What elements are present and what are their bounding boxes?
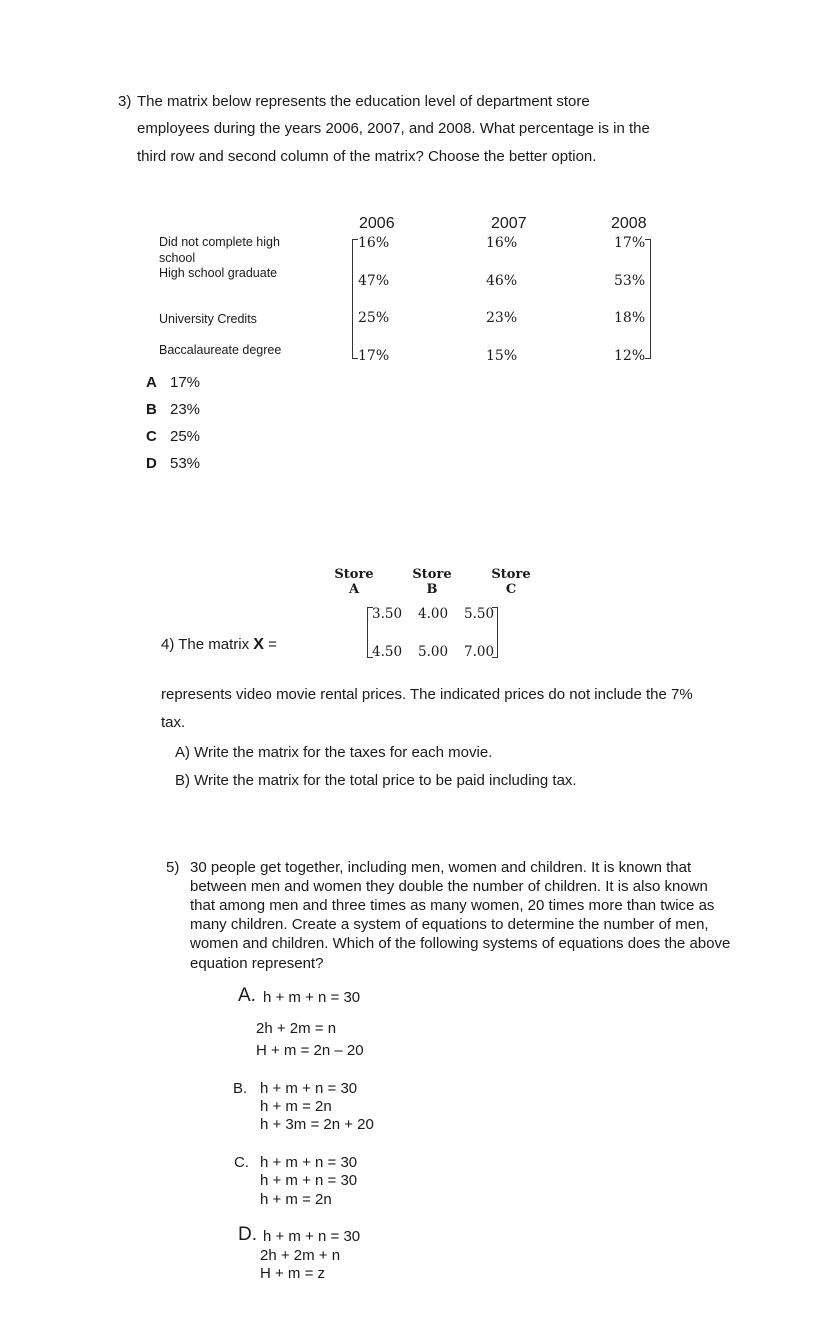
q3-number: 3) bbox=[118, 93, 132, 110]
store-b-header bbox=[402, 567, 462, 597]
q4-text-line2: tax. bbox=[161, 714, 186, 731]
q3-option-a-text: 17% bbox=[170, 374, 201, 391]
store-a-header-bottom: A bbox=[348, 582, 360, 597]
q4-text-line1: represents video movie rental prices. The indicated prices do not include the 7% bbox=[161, 686, 693, 703]
q5-option-b-eq2: h + m = 2n bbox=[260, 1098, 332, 1115]
matrix-x-cell: 4.50 bbox=[372, 644, 403, 660]
matrix-x-cell: 3.50 bbox=[372, 606, 403, 622]
q3-option-c-letter: C bbox=[146, 428, 157, 445]
q5-option-b-eq3: h + 3m = 2n + 20 bbox=[260, 1116, 374, 1133]
matrix-cell: 16% bbox=[358, 235, 390, 251]
matrix-cell: 18% bbox=[614, 310, 646, 326]
q5-option-c-eq2: h + m + n = 30 bbox=[260, 1172, 358, 1189]
q5-text-line: 30 people get together, including men, women and children. It is known that bbox=[190, 859, 692, 876]
q5-text-line: many children. Create a system of equations to determine the number of men, bbox=[190, 916, 709, 933]
q5-number: 5) bbox=[166, 859, 180, 876]
q3-text-line3: third row and second column of the matrix? Choose the better option. bbox=[137, 148, 597, 165]
q5-option-c-letter: C. bbox=[234, 1154, 249, 1171]
q3-option-b-text: 23% bbox=[170, 401, 201, 418]
q4-part-b: B) Write the matrix for the total price to be paid including tax. bbox=[175, 772, 577, 789]
matrix-x-cell: 7.00 bbox=[464, 644, 495, 660]
q4-label-prefix: 4) The matrix bbox=[161, 636, 254, 653]
matrix-x-cell: 5.50 bbox=[464, 606, 495, 622]
q3-option-b-letter: B bbox=[146, 401, 157, 418]
q3-text-line1: The matrix below represents the education level of department store bbox=[137, 93, 590, 110]
q5-option-b-eq1: h + m + n = 30 bbox=[260, 1080, 358, 1097]
matrix-x-cell: 4.00 bbox=[418, 606, 449, 622]
matrix-cell: 46% bbox=[486, 273, 518, 289]
matrix-cell: 17% bbox=[614, 235, 646, 251]
row-label-3: University Credits bbox=[159, 312, 257, 326]
store-a-header-top: Store bbox=[334, 567, 374, 582]
q5-option-d-letter: D. bbox=[238, 1224, 257, 1245]
row-label-1b: school bbox=[159, 251, 196, 265]
q5-text-line: women and children. Which of the following systems of equations does the above bbox=[190, 935, 731, 952]
store-b-header-top: Store bbox=[412, 567, 452, 582]
q5-option-c-eq1: h + m + n = 30 bbox=[260, 1154, 358, 1171]
matrix-left-bracket bbox=[352, 239, 358, 359]
matrix-cell: 12% bbox=[614, 348, 646, 364]
q3-option-d-text: 53% bbox=[170, 455, 201, 472]
matrix-right-bracket bbox=[645, 239, 651, 359]
row-label-2: High school graduate bbox=[159, 266, 278, 280]
q4-part-a: A) Write the matrix for the taxes for each movie. bbox=[175, 744, 493, 761]
store-a-header bbox=[324, 567, 384, 597]
q5-option-a-letter: A. bbox=[238, 985, 256, 1006]
q5-option-a-eq2: 2h + 2m = n bbox=[256, 1020, 337, 1037]
row-label-4: Baccalaureate degree bbox=[159, 343, 282, 357]
matrix-cell: 53% bbox=[614, 273, 646, 289]
year-2008: 2008 bbox=[611, 215, 647, 232]
q5-option-c-eq3: h + m = 2n bbox=[260, 1191, 332, 1208]
q3-text-line2: employees during the years 2006, 2007, and 2008. What percentage is in the bbox=[137, 120, 650, 137]
matrix-cell: 15% bbox=[486, 348, 518, 364]
q3-option-a-letter: A bbox=[146, 374, 157, 391]
q5-option-a-eq1: h + m + n = 30 bbox=[263, 989, 361, 1006]
q4-label-suffix: = bbox=[263, 636, 277, 653]
q5-option-a-eq3: H + m = 2n – 20 bbox=[256, 1042, 364, 1059]
year-2006: 2006 bbox=[359, 215, 395, 232]
matrix-cell: 17% bbox=[358, 348, 390, 364]
q3-option-c-text: 25% bbox=[170, 428, 201, 445]
store-c-header-bottom: C bbox=[505, 582, 517, 597]
q5-option-b-letter: B. bbox=[233, 1080, 248, 1097]
matrix-cell: 16% bbox=[486, 235, 518, 251]
q5-option-d-eq3: H + m = z bbox=[260, 1265, 326, 1282]
q4-label-variable: X bbox=[253, 636, 264, 653]
q5-text-line: between men and women they double the number of children. It is also known bbox=[190, 878, 708, 895]
q5-option-d-eq2: 2h + 2m + n bbox=[260, 1247, 341, 1264]
store-c-header-top: Store bbox=[491, 567, 531, 582]
year-2007: 2007 bbox=[491, 215, 527, 232]
matrix-x-cell: 5.00 bbox=[418, 644, 449, 660]
q4-label bbox=[161, 636, 277, 654]
row-label-1a: Did not complete high bbox=[159, 235, 280, 249]
q5-option-d-eq1: h + m + n = 30 bbox=[263, 1228, 361, 1245]
matrix-cell: 23% bbox=[486, 310, 518, 326]
store-b-header-bottom: B bbox=[426, 582, 438, 597]
q3-option-d-letter: D bbox=[146, 455, 157, 472]
matrix-cell: 47% bbox=[358, 273, 390, 289]
q5-text-line: equation represent? bbox=[190, 955, 324, 972]
q5-text-line: that among men and three times as many women, 20 times more than twice as bbox=[190, 897, 715, 914]
store-c-header bbox=[481, 567, 541, 597]
matrix-cell: 25% bbox=[358, 310, 390, 326]
